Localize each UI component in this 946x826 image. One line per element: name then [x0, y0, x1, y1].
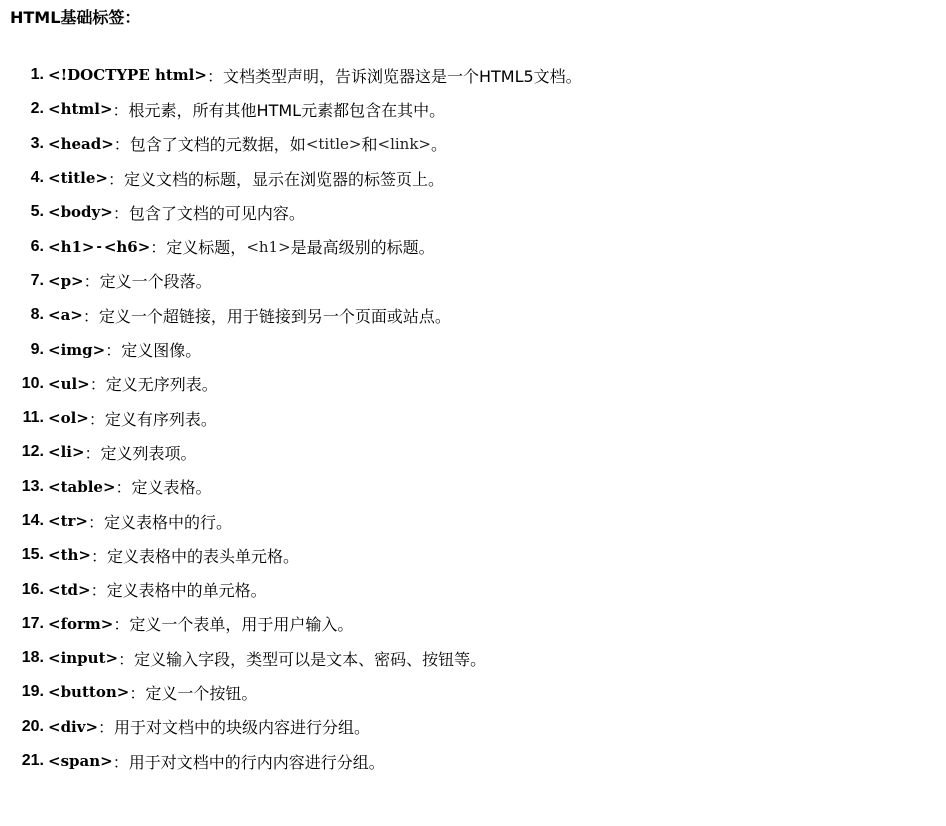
- tag-description: ：定义表格中的行。: [87, 512, 232, 532]
- tag-name: <a>: [48, 306, 83, 325]
- tag-name: <span>: [48, 752, 113, 771]
- inline-code: <title>: [305, 134, 362, 153]
- list-item: [0, 92, 940, 126]
- list-item: [0, 298, 940, 332]
- list-item: [0, 161, 940, 195]
- list-item: [0, 127, 940, 161]
- item-number: 6.: [30, 237, 44, 255]
- tag-description: ：定义输入字段，类型可以是文本、密码、按钮等。: [118, 649, 487, 669]
- item-number: 15.: [21, 546, 44, 564]
- tag-name: <div>: [48, 717, 99, 736]
- item-number: 17.: [21, 614, 44, 632]
- tag-description: ：定义一个表单，用于用户输入。: [113, 615, 354, 635]
- list-item: [0, 504, 940, 538]
- item-number: 5.: [30, 203, 44, 221]
- list-item: [0, 744, 940, 778]
- item-number: 8.: [30, 306, 44, 324]
- tag-name: <table>: [48, 477, 116, 496]
- tag-description: ：定义表格中的单元格。: [90, 581, 267, 601]
- item-number: 11.: [22, 409, 44, 427]
- item-number: 20.: [21, 717, 44, 735]
- tag-name: <th>: [48, 546, 91, 565]
- list-item: [0, 367, 940, 401]
- tag-name: <tr>: [48, 512, 88, 530]
- list-item: [0, 332, 940, 366]
- tag-description: ：定义图像。: [105, 341, 202, 361]
- list-item: [0, 229, 940, 263]
- list-item: [0, 195, 940, 229]
- item-number: 1.: [30, 66, 44, 84]
- item-number: 18.: [21, 649, 44, 667]
- item-number: 4.: [30, 169, 44, 187]
- item-number: 2.: [30, 100, 44, 118]
- tag-description: ：包含了文档的元数据，如: [113, 135, 306, 155]
- inline-code: <h1>: [246, 237, 291, 256]
- tag-name: <ul>: [48, 374, 90, 393]
- tag-description: ：定义无序列表。: [89, 375, 218, 395]
- tag-name: <!DOCTYPE html>: [48, 66, 207, 85]
- tag-name: <p>: [48, 271, 84, 290]
- item-number: 21.: [21, 752, 44, 770]
- tag-description: ：定义有序列表。: [88, 409, 217, 429]
- tag-description: ：文档类型声明，告诉浏览器这是一个HTML5文档。: [206, 66, 582, 86]
- item-number: 16.: [21, 580, 44, 598]
- tag-description: ：定义文档的标题，显示在浏览器的标签页上。: [107, 169, 444, 189]
- tag-description: ：定义标题，: [150, 238, 247, 258]
- list-item: [0, 58, 940, 92]
- list-item: [0, 401, 940, 435]
- tag-name: <title>: [48, 169, 108, 188]
- list-item: [0, 675, 940, 709]
- tag-description: ：用于对文档中的块级内容进行分组。: [98, 718, 371, 738]
- tag-name: <button>: [48, 683, 130, 702]
- tag-name: <head>: [48, 134, 114, 153]
- range-separator: -: [96, 237, 102, 255]
- tag-name: <body>: [48, 203, 113, 222]
- tag-name: <form>: [48, 614, 114, 633]
- tag-name: <html>: [48, 100, 113, 119]
- tag-description: 和: [361, 135, 378, 155]
- item-number: 13.: [21, 477, 44, 495]
- item-number: 7.: [30, 271, 44, 289]
- list-item: [0, 470, 940, 504]
- item-number: 10.: [21, 374, 44, 392]
- tag-description: ：用于对文档中的行内内容进行分组。: [112, 752, 385, 772]
- item-number: 19.: [21, 683, 44, 701]
- tag-description: ：定义一个超链接，用于链接到另一个页面或站点。: [82, 306, 451, 326]
- list-item: [0, 435, 940, 469]
- tag-description: ：根元素，所有其他HTML元素都包含在其中。: [112, 100, 446, 120]
- tag-name: <h1>: [48, 237, 95, 256]
- page-heading: HTML基础标签：: [10, 8, 141, 27]
- list-item: [0, 264, 940, 298]
- tag-description: ：定义表格中的表头单元格。: [90, 546, 299, 566]
- tag-description: 。: [430, 135, 447, 155]
- tag-name: <ol>: [48, 409, 89, 428]
- inline-code: <link>: [377, 134, 431, 153]
- list-item: [0, 538, 940, 572]
- tag-name: <td>: [48, 580, 91, 599]
- tag-description: ：包含了文档的可见内容。: [112, 203, 305, 223]
- list-item: [0, 607, 940, 641]
- item-number: 14.: [21, 512, 44, 529]
- tag-description: ：定义表格。: [115, 478, 212, 498]
- html-tag-list: [0, 58, 940, 778]
- list-item: [0, 572, 940, 606]
- item-number: 12.: [21, 443, 44, 461]
- tag-name: <h6>: [103, 237, 151, 256]
- list-item: [0, 710, 940, 744]
- tag-description: ：定义列表项。: [84, 443, 197, 463]
- tag-description: ：定义一个按钮。: [129, 683, 258, 703]
- tag-description: 是最高级别的标题。: [290, 238, 435, 258]
- item-number: 9.: [30, 340, 44, 358]
- tag-name: <input>: [48, 649, 119, 668]
- tag-name: <img>: [48, 340, 106, 359]
- item-number: 3.: [30, 134, 44, 152]
- tag-description: ：定义一个段落。: [83, 272, 212, 292]
- tag-name: <li>: [48, 443, 85, 462]
- list-item: [0, 641, 940, 675]
